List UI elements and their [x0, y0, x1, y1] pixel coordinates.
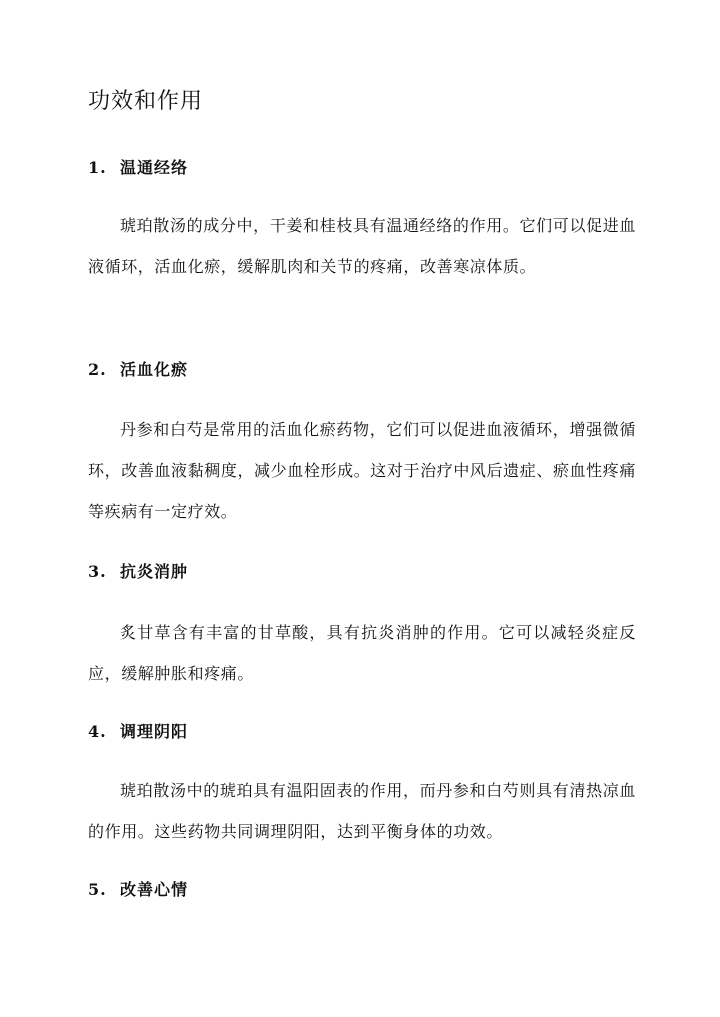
section-title: 温通经络: [120, 158, 189, 177]
section-number: 2.: [88, 360, 107, 379]
section-number: 5.: [88, 880, 107, 899]
section-heading-3: [88, 557, 188, 587]
section-heading-2: [88, 355, 188, 385]
section-title: 改善心情: [120, 880, 189, 899]
section-title: 抗炎消肿: [120, 562, 189, 581]
section-number: 3.: [88, 562, 107, 581]
section-paragraph-1: 琥珀散汤的成分中，干姜和桂枝具有温通经络的作用。它们可以促进血液循环，活血化瘀，缓解肌肉和关节的疼痛，改善寒凉体质。: [88, 216, 636, 276]
section-heading-1: [88, 153, 188, 183]
section-heading-4: [88, 717, 188, 747]
section-number: 4.: [88, 722, 107, 741]
section-heading-5: [88, 875, 188, 905]
section-paragraph-3: 炙甘草含有丰富的甘草酸，具有抗炎消肿的作用。它可以减轻炎症反应，缓解肿胀和疼痛。: [88, 623, 636, 683]
section-title: 活血化瘀: [120, 360, 189, 379]
section-title: 调理阴阳: [120, 722, 189, 741]
section-paragraph-2: 丹参和白芍是常用的活血化瘀药物，它们可以促进血液循环，增强微循环，改善血液黏稠度，减少血栓形成。这对于治疗中风后遗症、瘀血性疼痛等疾病有一定疗效。: [88, 420, 636, 521]
section-paragraph-4: 琥珀散汤中的琥珀具有温阳固表的作用，而丹参和白芍则具有清热凉血的作用。这些药物共同调理阴阳，达到平衡身体的功效。: [88, 781, 636, 841]
section-number: 1.: [88, 158, 107, 177]
page-title: 功效和作用: [88, 89, 204, 114]
